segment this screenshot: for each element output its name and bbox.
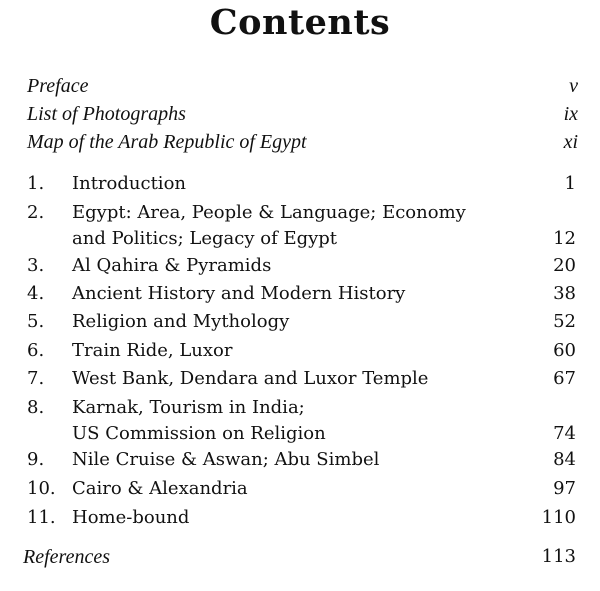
- chapter-title-line-2: and Politics; Legacy of Egypt: [72, 228, 338, 249]
- chapter-number: 9.: [27, 449, 45, 470]
- chapter-number: 7.: [27, 368, 45, 389]
- chapter-page: 1: [564, 173, 576, 194]
- chapter-title: Home-bound: [72, 507, 190, 528]
- toc-entry-label: List of Photographs: [27, 103, 186, 125]
- chapter-number: 5.: [27, 311, 45, 332]
- toc-entry-label: Map of the Arab Republic of Egypt: [27, 131, 307, 153]
- chapter-page: 20: [553, 255, 576, 276]
- chapter-title: West Bank, Dendara and Luxor Temple: [72, 368, 429, 389]
- chapter-number: 1.: [27, 173, 45, 194]
- chapter-title: Al Qahira & Pyramids: [72, 255, 272, 276]
- chapter-title: Introduction: [72, 173, 186, 194]
- chapter-title-line-1: Karnak, Tourism in India;: [72, 397, 305, 418]
- chapter-page: 67: [553, 368, 576, 389]
- chapter-number: 4.: [27, 283, 45, 304]
- chapter-title: [72, 395, 326, 447]
- chapter-title-line-2: US Commission on Religion: [72, 423, 326, 444]
- chapter-title: Ancient History and Modern History: [72, 283, 406, 304]
- chapter-title-line-1: Egypt: Area, People & Language; Economy: [72, 202, 466, 223]
- toc-entry-page: ix: [563, 103, 578, 125]
- chapter-number: 3.: [27, 255, 45, 276]
- chapter-title: Cairo & Alexandria: [72, 478, 248, 499]
- toc-entry-label: References: [23, 546, 110, 568]
- chapter-number: 6.: [27, 340, 45, 361]
- chapter-page: 110: [541, 507, 576, 528]
- toc-entry-page: xi: [563, 131, 578, 153]
- chapter-page: 52: [553, 311, 576, 332]
- chapter-page: 60: [553, 340, 576, 361]
- chapter-page: 12: [553, 228, 576, 249]
- chapter-number: 10.: [27, 478, 56, 499]
- chapter-page: 74: [553, 423, 576, 444]
- chapter-page: 97: [553, 478, 576, 499]
- chapter-page: 84: [553, 449, 576, 470]
- page-title: Contents: [209, 2, 391, 43]
- chapter-title: Religion and Mythology: [72, 311, 290, 332]
- toc-entry-page: v: [569, 75, 578, 97]
- chapter-title: [72, 200, 466, 252]
- chapter-page: 38: [553, 283, 576, 304]
- toc-entry-label: Preface: [27, 75, 89, 97]
- chapter-number: 2.: [27, 202, 45, 223]
- chapter-number: 11.: [27, 507, 56, 528]
- chapter-title: Train Ride, Luxor: [72, 340, 233, 361]
- chapter-number: 8.: [27, 397, 45, 418]
- chapter-title: Nile Cruise & Aswan; Abu Simbel: [72, 449, 380, 470]
- toc-entry-page: 113: [541, 546, 576, 567]
